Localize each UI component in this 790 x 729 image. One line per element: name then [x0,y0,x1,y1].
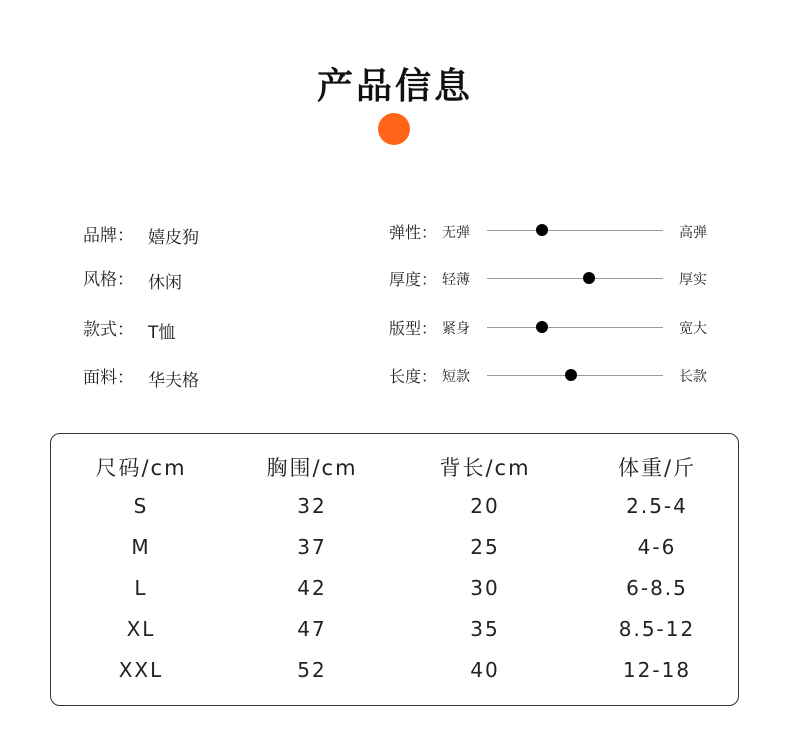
thickness-scale [487,278,663,279]
type-value: T恤 [148,323,176,343]
table-cell: S [133,494,149,518]
fit-label: 版型： [389,319,438,338]
fit-knob [536,321,548,333]
table-cell: 40 [470,658,500,682]
table-cell: L [134,576,148,600]
elasticity-max: 高弹 [679,225,707,241]
table-cell: 32 [297,494,327,518]
table-cell: 30 [470,576,500,600]
table-cell: XXL [118,658,164,682]
table-cell: 52 [297,658,327,682]
fit-min: 紧身 [442,321,470,337]
elasticity-scale [487,230,663,231]
table-cell: XL [126,617,156,641]
brand-label: 品牌： [83,226,134,246]
thickness-knob [583,272,595,284]
table-cell: 42 [297,576,327,600]
type-label: 款式： [83,320,134,340]
table-cell: 35 [470,617,500,641]
thickness-label: 厚度： [389,270,438,289]
table-cell: 8.5-12 [618,617,696,641]
header-chest: 胸围/cm [266,456,358,480]
table-cell: 4-6 [637,535,677,559]
table-cell: 20 [470,494,500,518]
elasticity-min: 无弹 [442,225,470,241]
style-label: 风格： [83,270,134,290]
table-cell: 12-18 [622,658,692,682]
table-cell: 47 [297,617,327,641]
elasticity-knob [536,224,548,236]
elasticity-label: 弹性： [389,223,438,242]
header-back-length: 背长/cm [439,456,531,480]
page-title: 产品信息 [316,66,473,107]
fit-scale [487,327,663,328]
table-cell: 6-8.5 [626,576,688,600]
length-knob [565,369,577,381]
fabric-label: 面料： [83,368,134,388]
fit-max: 宽大 [679,321,707,337]
length-label: 长度： [389,367,438,386]
thickness-max: 厚实 [679,272,707,288]
table-cell: 2.5-4 [626,494,688,518]
length-scale [487,375,663,376]
table-cell: M [131,535,151,559]
table-cell: 37 [297,535,327,559]
style-value: 休闲 [148,273,182,293]
table-cell: 25 [470,535,500,559]
brand-value: 嬉皮狗 [148,228,199,248]
length-min: 短款 [442,369,470,385]
header-weight: 体重/斤 [617,456,697,480]
length-max: 长款 [679,369,707,385]
accent-dot [378,113,410,145]
header-size: 尺码/cm [95,456,187,480]
fabric-value: 华夫格 [148,371,199,391]
thickness-min: 轻薄 [442,272,470,288]
